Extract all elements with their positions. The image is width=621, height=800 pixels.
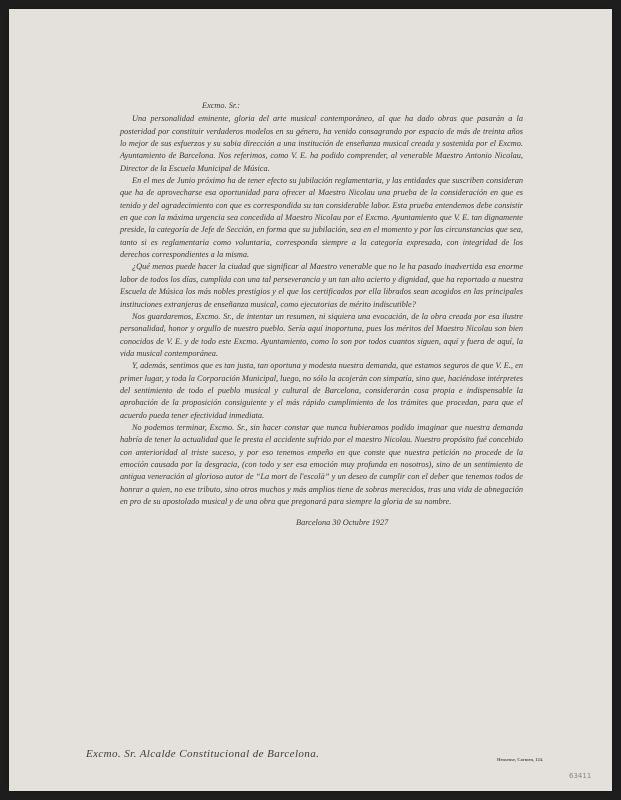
paragraph-3: ¿Qué menos puede hacer la ciudad que significar al Maestro venerable que no le ha pasado inadvertida esa enorme labor de todos los días, cumplida con una tal perseverancia y un tan alto acierto y dignidad, que ha reportado a nuestra Escuela de Música los más nobles prestigios y el que los certificados por ella librados sean acogidos en las principales instituciones extranjeras de enseñanza musical, como ejecutorias de mérito indiscutible? — [120, 262, 523, 309]
paragraph-2: En el mes de Junio próximo ha de tener efecto su jubilación reglamentaria, y las entidades que suscriben consideran que ha de aprovecharse esa oportunidad para ofrecer al Maestro Nicolau una prueba de la consideración en que es tenido y del agradecimiento con que es correspondida su tan considerable labor. Esta prueba entendemos debe consistir en que con la máxima urgencia sea concedida al Maestro Nicolau por el Excmo. Ayuntamiento que V. E. tan dignamente preside, la categoría de Jefe de Sección, en forma que su jubilación, sea en el momento y por las circunstancias que sea, tanto si es reglamentaria como voluntaria, corresponda siempre a la categoría expresada, con integridad de los derechos correspondientes a la misma. — [120, 176, 523, 260]
printer-imprint: Henseuse, Carmen, 124. — [497, 757, 544, 762]
date-line: Barcelona 30 Octubre 1927 — [296, 518, 389, 528]
letter-body — [120, 100, 523, 530]
paragraph-5: Y, además, sentimos que es tan justa, tan oportuna y modesta nuestra demanda, que estamos seguros de que V. E., en primer lugar, y toda la Corporación Municipal, luego, no sólo la acojerán con simpatía, sino que, haciéndose intérpretes del sentimiento de todo el pueblo musical y cultural de Barcelona, considerarán cosa propia e indispensable la aprobación de la proposición consiguiente y el más rápido cumplimiento de los trámites que procedan, para que el acuerdo pueda tener efectividad inmediata. — [120, 361, 523, 420]
addressee: Excmo. Sr. Alcalde Constitucional de Barcelona. — [86, 748, 320, 760]
salutation: Excmo. Sr.: — [202, 101, 241, 110]
archive-reference: 63411 — [569, 772, 592, 780]
paragraph-6: No podemos terminar, Excmo. Sr., sin hacer constar que nunca hubieramos podido imaginar que nuestra demanda habría de tener la actualidad que le presta el accidente sufrido por el maestro Nicolau. Nuestro propósito fué concebido con anterioridad al triste suceso, y por eso tenemos empeño en que conste que nuestra petición no procede de la emoción causada por la desgracia, (con todo y ser esa emoción muy profunda en nosotros), sino de un sentimiento de antigua veneración al glorioso autor de “La mort de l'escolà” y un deseo de cumplir con el deber que tenemos todos de honrar a quien, no ese tributo, sino otros muchos y más amplios tiene de sobras merecidos, tras una vida de abnegación en pro de su apostolado musical y de una obra que pregonará para siempre la gloria de su nombre. — [120, 422, 523, 506]
paragraph-4: Nos guardaremos, Excmo. Sr., de intentar un resumen, ni siquiera una evocación, de la obra creada por esa ilustre personalidad, honor y orgullo de nuestro pueblo. Sería aquí inoportuna, pues los méritos del Maestro Nicolau son bien conocidos de V. E. y de todo este Excmo. Ayuntamiento, como lo son por todos cuantos siguen, aquí y fuera de aquí, la vida musical contemporánea. — [120, 311, 523, 358]
paragraph-1: Una personalidad eminente, gloria del arte musical contemporáneo, al que ha dado obras que pasarán a la posteridad por constituir verdaderos modelos en su género, ha venido consagrando por espacio de más de treinta años lo mejor de sus esfuerzos y su sabia dirección a una institución de enseñanza musical creada y sostenida por el Excmo. Ayuntamiento de Barcelona. Nos referimos, como V. E. ha podido comprender, al venerable Maestro Antonio Nicolau, Director de la Escuela Municipal de Música. — [120, 114, 523, 173]
letter-sheet — [9, 9, 612, 791]
